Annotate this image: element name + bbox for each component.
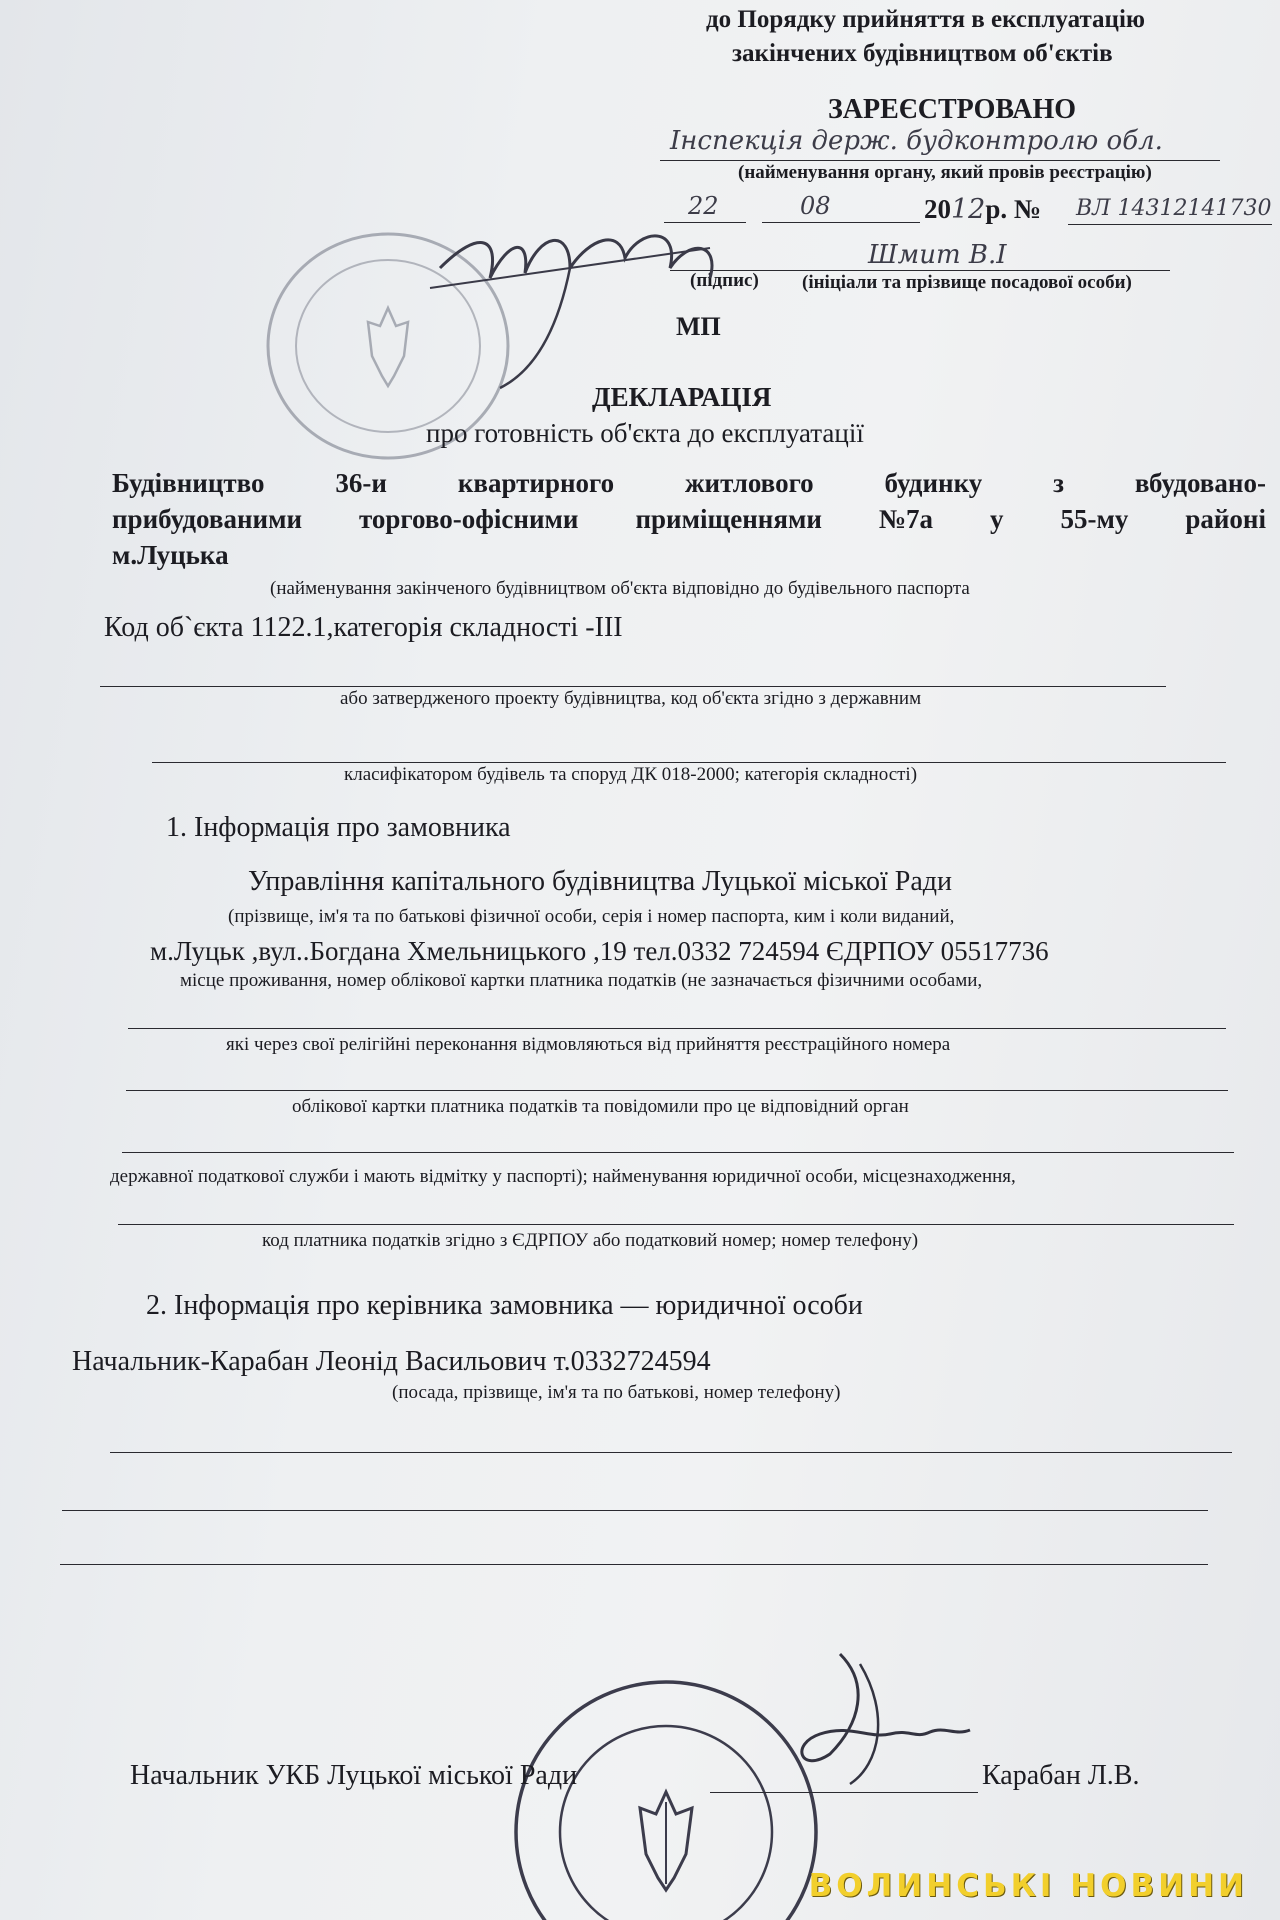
- section-2-heading: 2. Інформація про керівника замовника — юридичної особи: [146, 1290, 863, 1321]
- card-line: [126, 1090, 1228, 1091]
- tax-service-caption: державної податкової служби і мають відмітку у паспорті); найменування юридичної особи, місцезнаходження,: [110, 1166, 1016, 1187]
- registration-number-line: [1068, 224, 1272, 225]
- classifier-line: [152, 762, 1226, 763]
- customer-name: Управління капітального будівництва Луцької міської Ради: [248, 866, 953, 897]
- object-code: Код об`єкта 1122.1,категорія складності -ІІІ: [104, 612, 623, 643]
- object-name-line-2: [112, 504, 1266, 535]
- registration-month-line: [762, 222, 920, 223]
- object-word: приміщеннями: [635, 504, 822, 534]
- project-line: [100, 686, 1166, 687]
- registration-signature: [420, 198, 780, 398]
- customer-residence-caption: місце проживання, номер облікової картки платника податків (не зазначається фізичними особами,: [180, 970, 983, 991]
- object-word: торгово-офісними: [359, 504, 579, 534]
- blank-line-1: [110, 1452, 1232, 1453]
- footer-name: Карабан Л.В.: [982, 1760, 1140, 1791]
- blank-line-3: [60, 1564, 1208, 1565]
- registration-initials-caption: (ініціали та прізвище посадової особи): [802, 272, 1132, 293]
- card-caption: облікової картки платника податків та повідомили про це відповідний орган: [292, 1096, 909, 1117]
- registration-organ-caption: (найменування органу, який провів реєстрацію): [738, 162, 1152, 183]
- footer-position: Начальник УКБ Луцької міської Ради: [130, 1760, 578, 1791]
- object-name-caption: (найменування закінченого будівництвом об'єкта відповідно до будівельного паспорта: [270, 578, 970, 599]
- stamp-place-mp: МП: [676, 312, 721, 341]
- object-word: №7а: [878, 504, 934, 534]
- year-prefix: 20: [924, 194, 951, 224]
- section-1-heading: 1. Інформація про замовника: [166, 812, 511, 843]
- year-suffix: 12: [951, 194, 986, 225]
- object-word: квартирного: [457, 468, 615, 498]
- object-name-line-3: м.Луцька: [112, 540, 229, 570]
- head-info: Начальник-Карабан Леонід Васильович т.0332724594: [72, 1346, 711, 1377]
- registration-signature-caption: (підпис): [690, 270, 759, 291]
- religion-caption: які через свої релігійні переконання відмовляються від прийняття реєстраційного номера: [226, 1034, 951, 1055]
- object-word: з: [1053, 468, 1064, 498]
- object-name-line-1: [112, 468, 1266, 499]
- declaration-subtitle: про готовність об'єкта до експлуатації: [426, 418, 864, 448]
- watermark-logo: ВОЛИНСЬКІ НОВИНИ: [808, 1868, 1248, 1904]
- tax-service-line: [122, 1152, 1234, 1153]
- code-caption: код платника податків згідно з ЄДРПОУ або податковий номер; номер телефону): [262, 1230, 919, 1251]
- blank-line-2: [62, 1510, 1208, 1511]
- object-word: будинку: [884, 468, 983, 498]
- object-word: 55-му: [1060, 504, 1129, 534]
- object-word: 36-и: [335, 468, 387, 498]
- registration-day: 22: [688, 192, 719, 220]
- classifier-caption: класифікатором будівель та споруд ДК 018-2000; категорія складності): [344, 764, 918, 785]
- head-position-caption: (посада, прізвище, ім'я та по батькові, номер телефону): [392, 1382, 841, 1403]
- footer-signature-line: [710, 1792, 978, 1793]
- project-caption: або затвердженого проекту будівництва, код об'єкта згідно з державним: [340, 688, 922, 709]
- registration-month: 08: [800, 192, 831, 220]
- object-word: житлового: [684, 468, 814, 498]
- registration-organ-line: [660, 160, 1220, 161]
- registration-year: [924, 194, 1041, 225]
- registration-number: ВЛ 14312141730: [1076, 196, 1272, 221]
- object-word: Будівництво: [112, 468, 265, 498]
- header-line-1: до Порядку прийняття в експлуатацію: [706, 6, 1145, 33]
- religion-line: [128, 1028, 1226, 1029]
- registration-initials-handwritten: Шмит В.І: [868, 240, 1007, 270]
- object-word: прибудованими: [112, 504, 303, 534]
- object-word: районі: [1185, 504, 1266, 534]
- registered-title: ЗАРЕЄСТРОВАНО: [828, 94, 1077, 125]
- head-signature: [740, 1644, 1000, 1794]
- object-word: у: [989, 504, 1004, 534]
- code-line: [118, 1224, 1234, 1225]
- customer-person-caption: (прізвище, ім'я та по батькові фізичної особи, серія і номер паспорта, ким і коли виданий,: [228, 906, 955, 927]
- number-label: р. №: [985, 194, 1042, 224]
- customer-address: м.Луцьк ,вул..Богдана Хмельницького ,19 тел.0332 724594 ЄДРПОУ 05517736: [150, 936, 1049, 966]
- object-word: вбудовано-: [1134, 468, 1266, 498]
- header-line-2: закінчених будівництвом об'єктів: [732, 40, 1113, 67]
- registration-organ-handwritten: Інспекція держ. будконтролю обл.: [670, 126, 1163, 156]
- declaration-title: ДЕКЛАРАЦІЯ: [592, 382, 772, 412]
